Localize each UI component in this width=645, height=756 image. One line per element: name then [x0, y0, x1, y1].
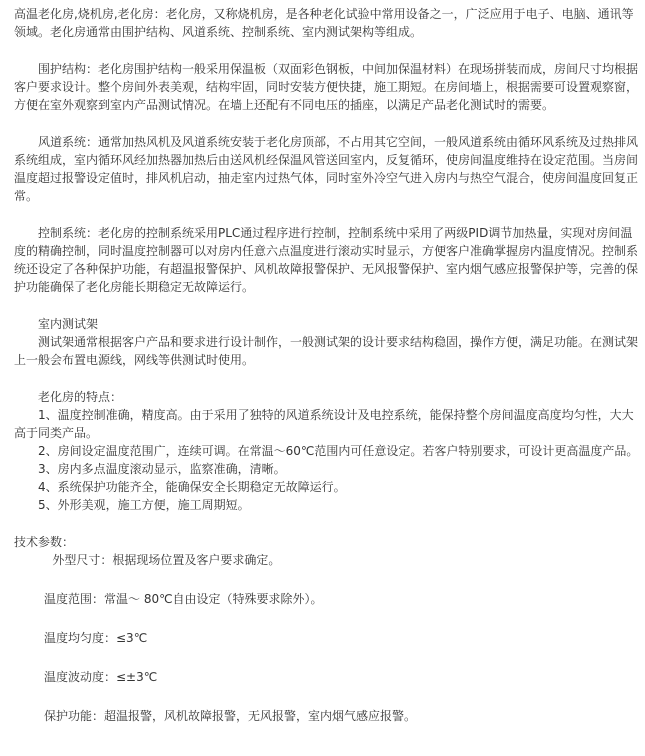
- spec-protection: 保护功能：超温报警，风机故障报警，无风报警，室内烟气感应报警。: [44, 709, 417, 723]
- spec-temperature-uniformity: 温度均匀度：≤3℃: [44, 631, 148, 645]
- air-duct-paragraph: 风道系统：通常加热风机及风道系统安装于老化房顶部，不占用其它空间，一般风道系统由循环风系统及过热排风系统组成，室内循环风经加热器加热后由送风机经保温风管送回室内，反复循环，使房间温度维持在设定范围。当房间温度超过报警设定值时，排风机启动，抽走室内过热气体，同时室外冷空气进入房内与热空气混合，使房间温度回复正常。: [14, 135, 639, 203]
- feature-item-3: 3、房内多点温度滚动显示，监察准确，清晰。: [38, 462, 286, 476]
- spec-size: 外型尺寸：根据现场位置及客户要求确定。: [52, 553, 281, 567]
- enclosure-paragraph: 围护结构：老化房围护结构一般采用保温板（双面彩色钢板，中间加保温材料）在现场拼装而成，房间尺寸均根据客户要求设计。整个房间外表美观，结构牢固，同时安装方便快捷，施工期短。在房间墙上，根据需要可设置观察窗，方便在室外观察到室内产品测试情况。在墙上还配有不同电压的插座，以满足产品老化测试时的需要。: [14, 62, 639, 112]
- feature-item-1: 1、温度控制准确，精度高。由于采用了独特的风道系统设计及电控系统，能保持整个房间温度高度均匀性，大大高于同类产品。: [14, 408, 634, 440]
- rack-heading: 室内测试架: [38, 317, 99, 331]
- feature-item-5: 5、外形美观，施工方便，施工周期短。: [38, 498, 250, 512]
- control-paragraph: 控制系统：老化房的控制系统采用PLC通过程序进行控制，控制系统中采用了两级PID调节加热量，实现对房间温度的精确控制，同时温度控制器可以对房内任意六点温度进行滚动实时显示，方便客户准确掌握房内温度情况。控制系统还设定了各种保护功能，有超温报警保护、风机故障报警保护、无风报警保护、室内烟气感应报警保护等，完善的保护功能确保了老化房能长期稳定无故障运行。: [14, 226, 639, 294]
- specs-heading: 技术参数：: [14, 535, 75, 549]
- intro-paragraph: 高温老化房,烧机房,老化房：老化房，又称烧机房，是各种老化试验中常用设备之一，广泛应用于电子、电脑、通讯等领域。老化房通常由围护结构、风道系统、控制系统、室内测试架构等组成。: [14, 7, 634, 39]
- feature-item-2: 2、房间设定温度范围广，连续可调。在常温～60℃范围内可任意设定。若客户特别要求，可设计更高温度产品。: [38, 444, 639, 458]
- rack-paragraph: 测试架通常根据客户产品和要求进行设计制作，一般测试架的设计要求结构稳固，操作方便，满足功能。在测试架上一般会布置电源线，网线等供测试时使用。: [14, 335, 639, 367]
- spec-temperature-fluctuation: 温度波动度：≤±3℃: [44, 670, 158, 684]
- spec-temperature-range: 温度范围：常温～ 80℃自由设定（特殊要求除外）。: [44, 592, 323, 606]
- features-heading: 老化房的特点：: [38, 390, 123, 404]
- feature-item-4: 4、系统保护功能齐全，能确保安全长期稳定无故障运行。: [38, 480, 346, 494]
